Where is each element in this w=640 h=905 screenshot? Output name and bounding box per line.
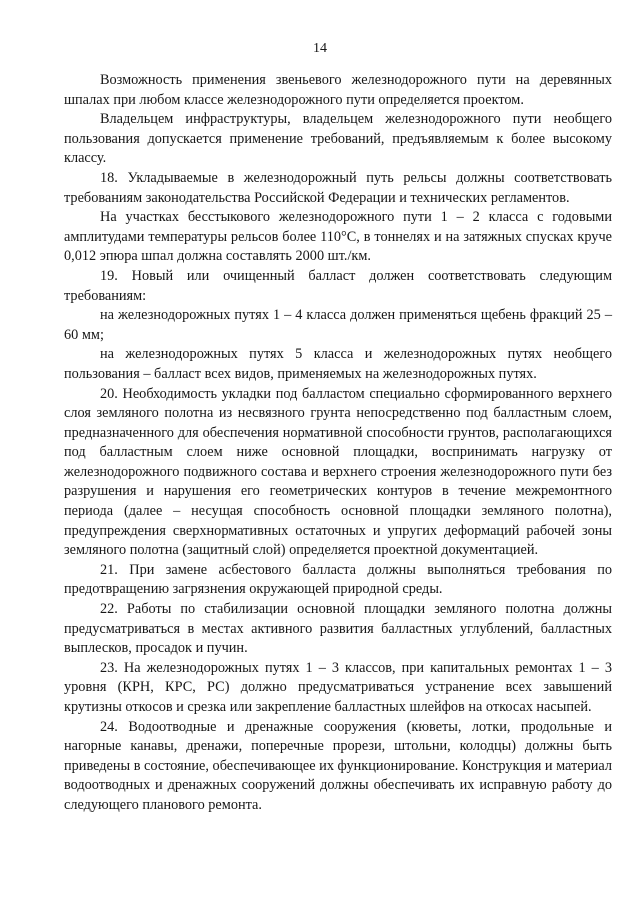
paragraph-item-19: 19. Новый или очищенный балласт должен соответствовать следующим требованиям: — [64, 267, 612, 304]
paragraph-infrastructure-owner: Владельцем инфраструктуры, владельцем железнодорожного пути необщего пользования допускается применение требований, предъявляемым к более высокому классу. — [64, 111, 612, 167]
paragraph-item-18: 18. Укладываемые в железнодорожный путь рельсы должны соответствовать требованиям законодательства Российской Федерации и технических регламентов. — [64, 169, 612, 206]
paragraph-item-23: 23. На железнодорожных путях 1 – 3 классов, при капитальных ремонтах 1 – 3 уровня (КРН, КРС, РС) должно предусматриваться устранение всех завышений крутизны откосов и срезка или закрепление балластных шлейфов на откосах насыпей. — [64, 659, 612, 715]
paragraph-jointless-track: На участках бесстыкового железнодорожного пути 1 – 2 класса с годовыми амплитудами температуры рельсов более 110°С, в тоннелях и на затяжных спусках круче 0,012 эпюра шпал должна составлять 2000 шт./км. — [64, 209, 612, 265]
paragraph-class-1-4: на железнодорожных путях 1 – 4 класса должен применяться щебень фракций 25 – 60 мм; — [64, 307, 612, 343]
paragraph-class-5: на железнодорожных путях 5 класса и железнодорожных путях необщего пользования – балласт всех видов, применяемых на железнодорожных путях. — [64, 346, 612, 382]
document-body — [64, 71, 612, 816]
paragraph-item-21: 21. При замене асбестового балласта должны выполняться требования по предотвращению загрязнения окружающей природной среды. — [64, 561, 612, 598]
page-number: 14 — [313, 41, 327, 56]
paragraph-item-24: 24. Водоотводные и дренажные сооружения (кюветы, лотки, продольные и нагорные канавы, дренажи, поперечные прорези, штольни, колодцы) должны быть приведены в состояние, обеспечивающее их функционирование. Конструкция и материал водоотводных и дренажных сооружений должны обеспечивать их исправную работу до следующего планового ремонта. — [64, 718, 613, 813]
paragraph-item-22: 22. Работы по стабилизации основной площадки земляного полотна должны предусматриваться в местах активного развития балластных углублений, балластных выплесков, просадок и пучин. — [64, 601, 612, 657]
paragraph-item-20: 20. Необходимость укладки под балластом специально сформированного верхнего слоя земляного полотна из несвязного грунта непосредственно под балластным слоем, предназначенного для обеспечения нормативной способности грунтов, располагающихся под балластным слоем ниже основной площадки, воспринимать нагрузку от железнодорожного подвижного состава и верхнего строения железнодорожного пути без разрушения и нарушения его геометрических контуров в течение межремонтного периода (далее – несущая способность основной площадки земляного полотна), предупреждения сверхнормативных остаточных и упругих деформаций рабочей зоны земляного полотна (защитный слой) определяется проектной документацией. — [64, 385, 612, 559]
paragraph-wooden-sleepers: Возможность применения звеньевого железнодорожного пути на деревянных шпалах при любом классе железнодорожного пути определяется проектом. — [64, 72, 612, 108]
